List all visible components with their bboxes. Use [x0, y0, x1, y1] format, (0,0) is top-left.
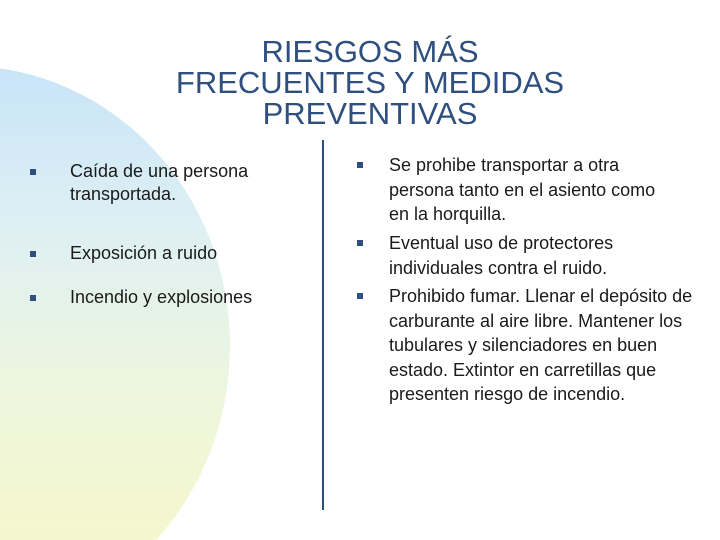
title-line-1: RIESGOS MÁS [261, 34, 479, 69]
title-line-2: FRECUENTES Y MEDIDAS [175, 65, 565, 100]
bullet-square-icon [357, 162, 363, 168]
bullet-square-icon [30, 169, 36, 175]
risk-item-label: Incendio y explosiones [70, 287, 253, 307]
bullet-square-icon [30, 295, 36, 301]
measure-item [357, 284, 711, 407]
measure-item-label: Prohibido fumar. Llenar el depósito de carburante al aire libre. Mantener los tubulares y silenciadores en buen estado. Extintor en carretillas que presenten riesgo de incendio. [389, 286, 693, 404]
bullet-square-icon [357, 293, 363, 299]
risk-item-label: Exposición a ruido [70, 243, 218, 263]
measure-item [357, 153, 659, 227]
measure-item-label: Eventual uso de protectores individuales contra el ruido. [389, 233, 614, 278]
column-divider [322, 140, 324, 510]
risk-item [30, 242, 300, 265]
measure-item [357, 231, 651, 280]
risk-item [30, 160, 290, 206]
title-line-3: PREVENTIVAS [262, 96, 478, 131]
slide-title [100, 36, 640, 129]
bullet-square-icon [357, 240, 363, 246]
risk-item [30, 286, 300, 309]
measure-item-label: Se prohibe transportar a otra persona tanto en el asiento como en la horquilla. [389, 155, 656, 224]
bullet-square-icon [30, 251, 36, 257]
risk-item-label: Caída de una persona transportada. [70, 161, 249, 204]
